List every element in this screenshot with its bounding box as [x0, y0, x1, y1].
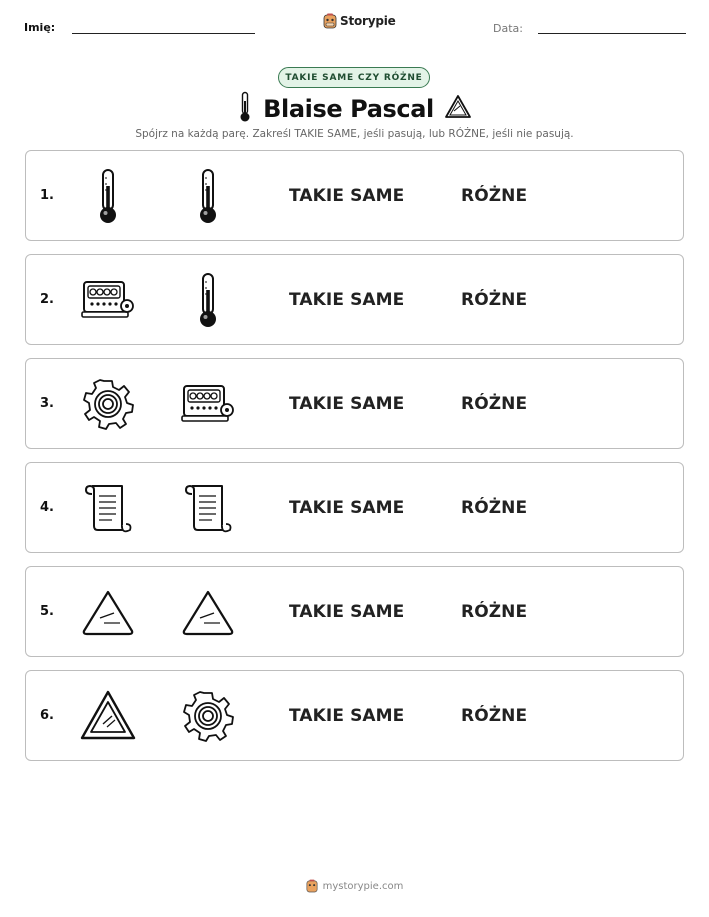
exercise-row: [25, 150, 684, 241]
triangle-icon: [178, 582, 238, 642]
scroll-icon: [78, 478, 138, 538]
worksheet-type-badge: TAKIE SAME CZY RÓŻNE: [278, 67, 430, 88]
exercise-row: [25, 670, 684, 761]
option-different[interactable]: RÓŻNE: [461, 706, 528, 726]
row-number: 1.: [40, 188, 54, 203]
brand-name: Storypie: [340, 14, 396, 28]
row-number: 2.: [40, 292, 54, 307]
title-row: [0, 91, 709, 127]
option-same[interactable]: TAKIE SAME: [289, 602, 405, 622]
row-number: 3.: [40, 396, 54, 411]
option-different[interactable]: RÓŻNE: [461, 290, 528, 310]
name-label: Imię:: [24, 21, 56, 34]
date-line[interactable]: [538, 33, 686, 34]
footer-url: mystorypie.com: [322, 880, 404, 892]
thermometer-icon: [178, 270, 238, 330]
thermometer-icon: [178, 166, 238, 226]
page-title: Blaise Pascal: [263, 95, 434, 123]
scroll-icon: [178, 478, 238, 538]
option-same[interactable]: TAKIE SAME: [289, 186, 405, 206]
exercise-row: [25, 566, 684, 657]
option-same[interactable]: TAKIE SAME: [289, 706, 405, 726]
option-different[interactable]: RÓŻNE: [461, 498, 528, 518]
exercise-row: [25, 358, 684, 449]
pascaline-icon: [178, 374, 238, 434]
instructions: Spójrz na każdą parę. Zakreśl TAKIE SAME, jeśli pasują, lub RÓŻNE, jeśli nie pasują.: [135, 128, 574, 140]
storypie-mascot-icon: [306, 879, 318, 893]
exercise-row: [25, 254, 684, 345]
option-different[interactable]: RÓŻNE: [461, 186, 528, 206]
exercise-row: [25, 462, 684, 553]
row-number: 4.: [40, 500, 54, 515]
thermometer-icon: [237, 91, 253, 127]
gear-icon: [78, 374, 138, 434]
storypie-mascot-icon: [323, 13, 337, 29]
pascaline-icon: [78, 270, 138, 330]
brand-logo: [323, 13, 396, 29]
triangle-icon: [78, 582, 138, 642]
date-label: Data:: [493, 22, 523, 35]
triangle-warning-icon: [78, 686, 138, 746]
option-same[interactable]: TAKIE SAME: [289, 394, 405, 414]
triangle-icon: [444, 94, 472, 124]
name-line[interactable]: [72, 33, 255, 34]
row-number: 6.: [40, 708, 54, 723]
option-different[interactable]: RÓŻNE: [461, 394, 528, 414]
footer: [0, 879, 709, 893]
gear-icon: [178, 686, 238, 746]
option-same[interactable]: TAKIE SAME: [289, 290, 405, 310]
row-number: 5.: [40, 604, 54, 619]
option-different[interactable]: RÓŻNE: [461, 602, 528, 622]
option-same[interactable]: TAKIE SAME: [289, 498, 405, 518]
thermometer-icon: [78, 166, 138, 226]
